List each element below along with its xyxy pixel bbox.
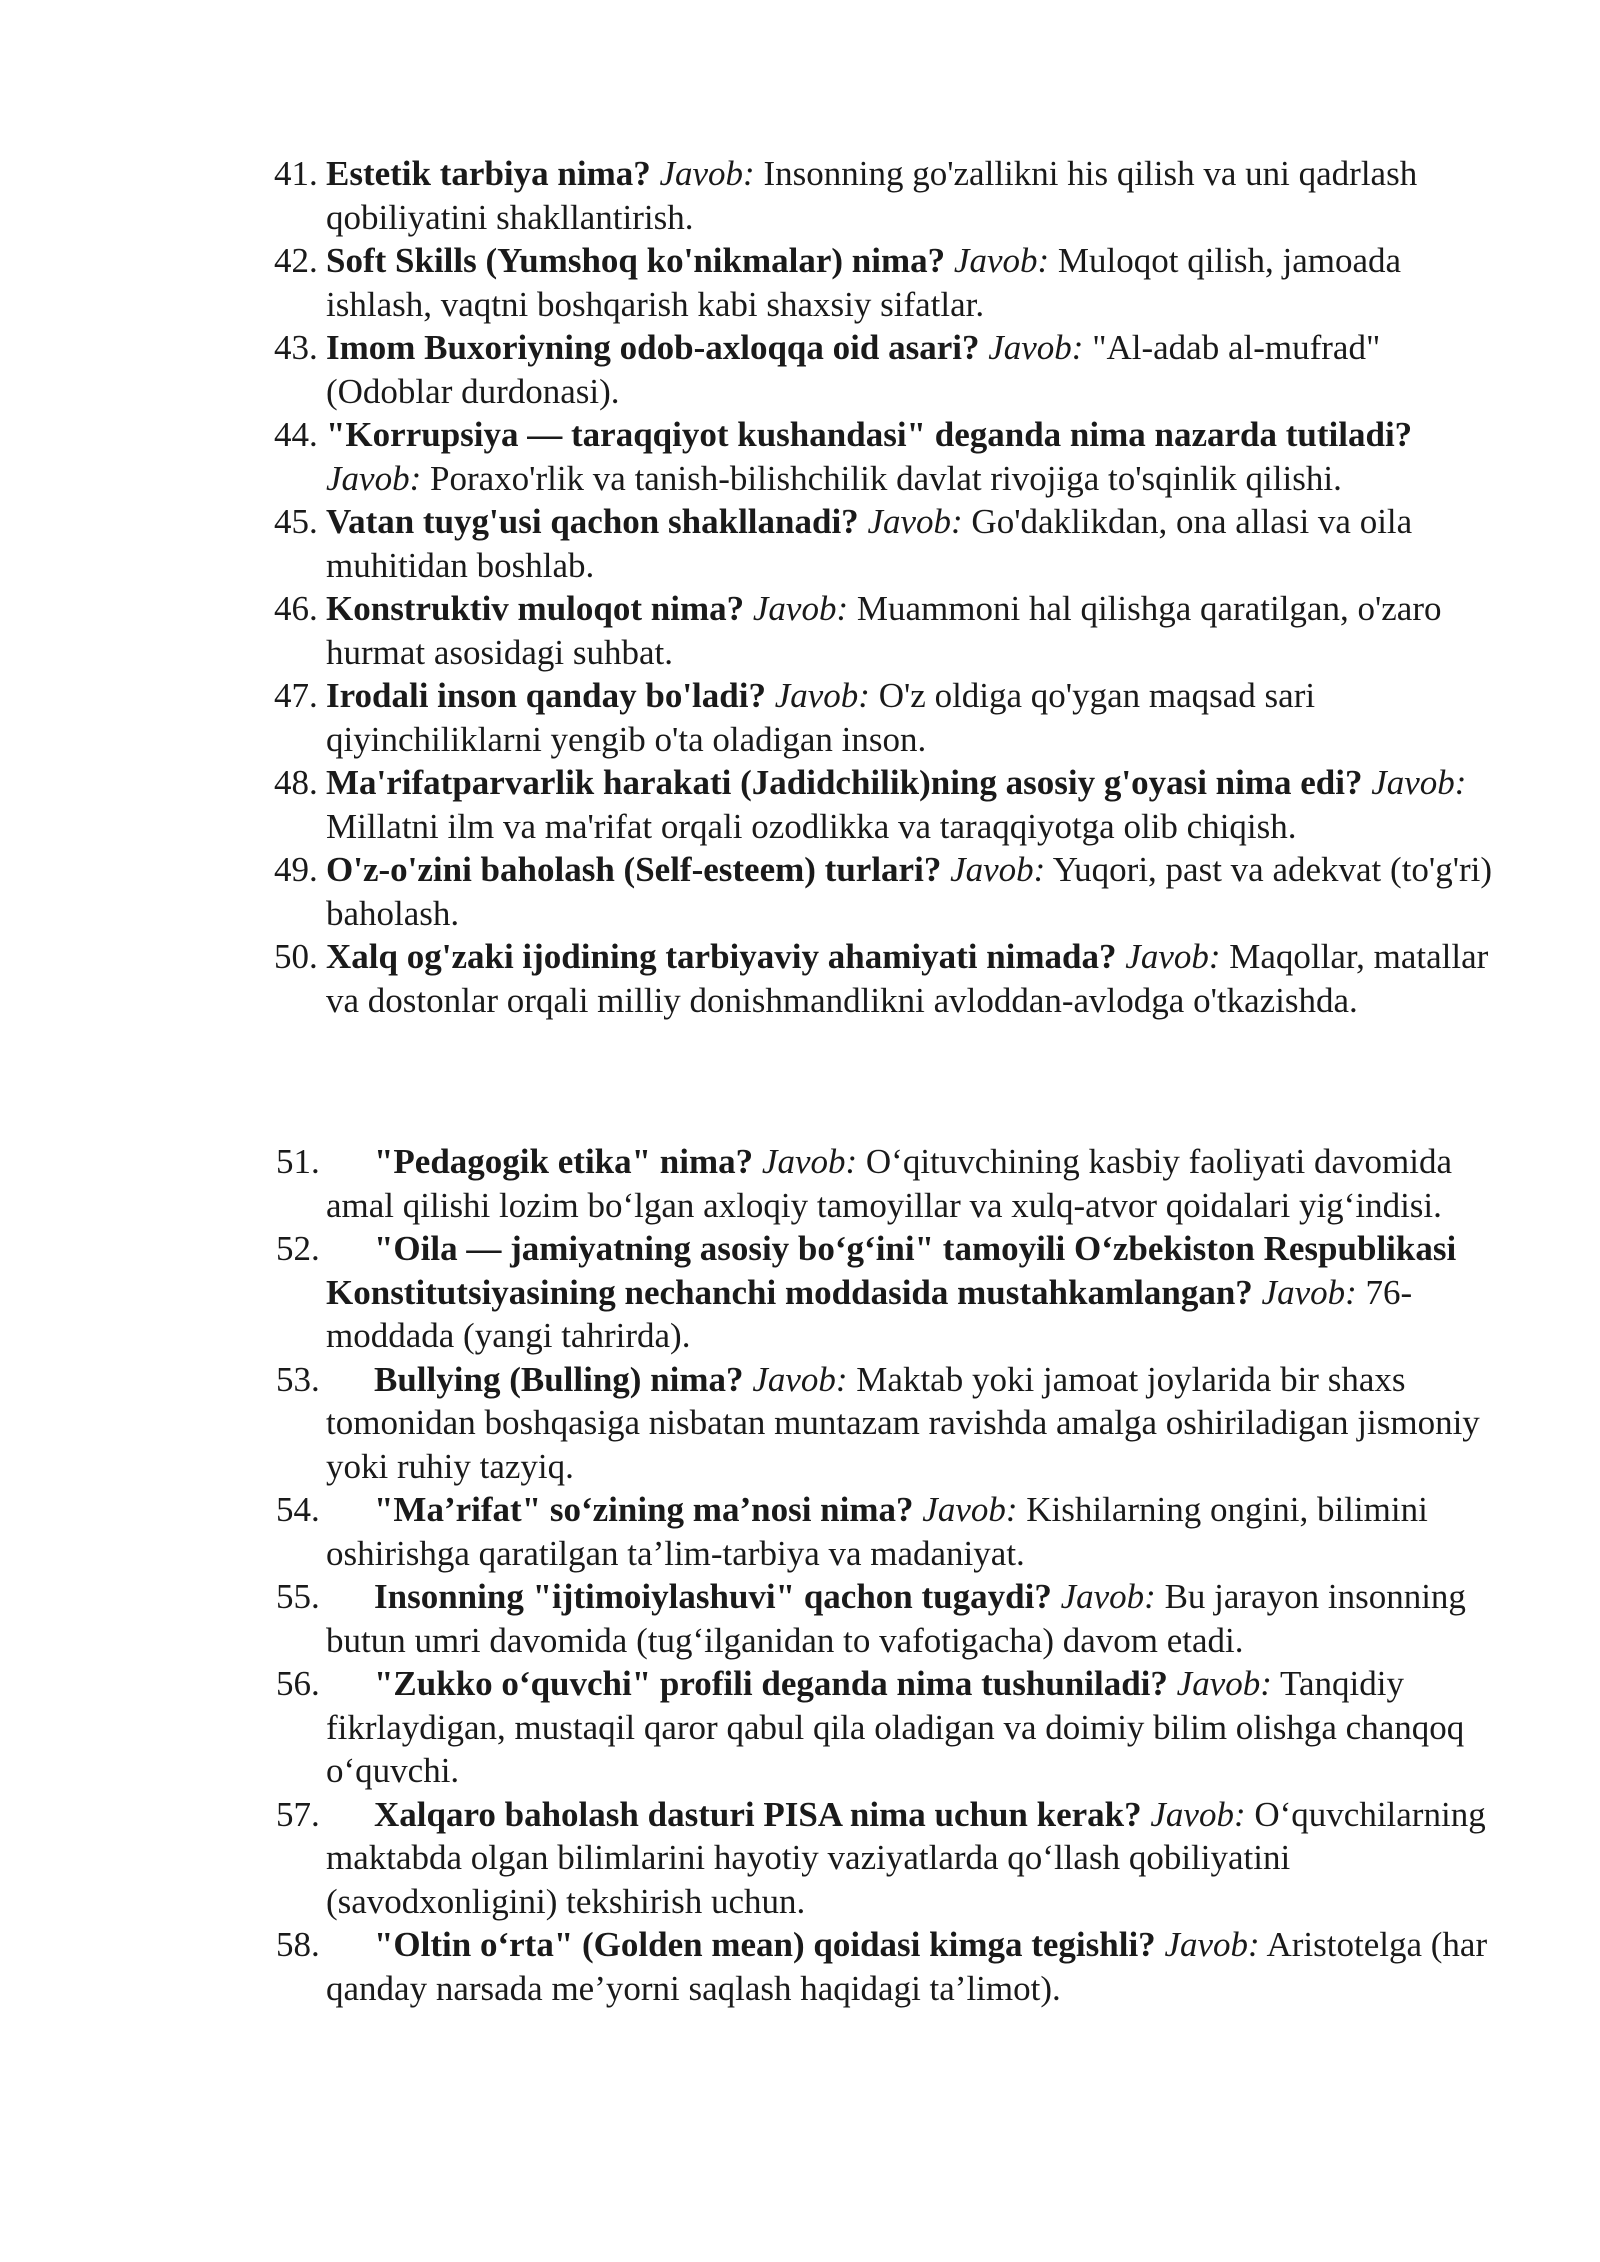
question-text: Konstruktiv muloqot nima? — [326, 589, 745, 628]
answer-text: "Al-adab al-mufrad" (Odoblar durdonasi). — [326, 328, 1381, 411]
answer-text: Aristotelga (har qanday narsada me’yorni saqlash haqidagi ta’limot). — [326, 1925, 1488, 2008]
question-text: Soft Skills (Yumshoq ko'nikmalar) nima? — [326, 241, 946, 280]
question-text: Estetik tarbiya nima? — [326, 154, 651, 193]
question-number: 47. — [274, 676, 318, 715]
question-item — [0, 1358, 1600, 1489]
question-item — [0, 1140, 1600, 1227]
answer-label: Javob: — [1176, 1664, 1272, 1703]
answer-label: Javob: — [774, 676, 870, 715]
answer-label: Javob: — [752, 589, 849, 628]
question-number: 50. — [274, 937, 318, 976]
answer-label: Javob: — [1125, 937, 1221, 976]
question-number: 41. — [274, 154, 318, 193]
question-item — [0, 413, 1600, 500]
question-item — [0, 1575, 1600, 1662]
answer-text: Go'daklikdan, ona allasi va oila muhitidan boshlab. — [326, 502, 1413, 585]
question-number: 58. — [276, 1925, 320, 1964]
answer-text: Millatni ilm va ma'rifat orqali ozodlikka va taraqqiyotga olib chiqish. — [326, 806, 1297, 846]
question-number: 57. — [276, 1794, 320, 1834]
question-item — [0, 761, 1600, 848]
answer-label: Javob: — [1060, 1577, 1156, 1616]
question-text: Ma'rifatparvarlik harakati (Jadidchilik)ning asosiy g'oyasi nima edi? — [326, 763, 1363, 802]
answer-label: Javob: — [1164, 1925, 1260, 1964]
question-item — [0, 1227, 1600, 1358]
question-number: 54. — [276, 1490, 320, 1529]
question-item — [0, 848, 1600, 935]
question-item — [0, 1488, 1600, 1575]
question-text: "Oila — jamiyatning asosiy bo‘g‘ini" tamoyili O‘zbekiston Respublikasi Konstitutsiyasining nechanchi moddasida mustahkamlangan? — [326, 1229, 1457, 1312]
question-item — [0, 326, 1600, 413]
answer-label: Javob: — [950, 850, 1046, 889]
answer-text: O‘quvchilarning maktabda olgan bilimlarini hayotiy vaziyatlarda qo‘llash qobiliyatini (savodxonligini) tekshirish uchun. — [326, 1794, 1486, 1921]
question-item — [0, 1793, 1600, 1924]
question-text: Xalq og'zaki ijodining tarbiyaviy ahamiyati nimada? — [326, 937, 1117, 976]
answer-text: Maktab yoki jamoat joylarida bir shaxs tomonidan boshqasiga nisbatan muntazam ravishda amalga oshiriladigan jismoniy yoki ruhiy tazyiq. — [326, 1359, 1480, 1486]
answer-text: Muammoni hal qilishga qaratilgan, o'zaro hurmat asosidagi suhbat. — [326, 589, 1442, 672]
question-text: O'z-o'zini baholash (Self-esteem) turlari? — [326, 850, 942, 889]
answer-label: Javob: — [953, 241, 1050, 280]
question-number: 42. — [274, 241, 318, 280]
question-number: 44. — [274, 415, 318, 454]
question-text: "Pedagogik etika" nima? — [374, 1142, 754, 1181]
answer-text: 76-moddada (yangi tahrirda). — [326, 1272, 1413, 1355]
question-item — [0, 1662, 1600, 1793]
question-item — [0, 500, 1600, 587]
question-item — [0, 152, 1600, 239]
question-number: 55. — [276, 1577, 320, 1616]
answer-text: O'z oldiga qo'ygan maqsad sari qiyinchiliklarni yengib o'ta oladigan inson. — [326, 676, 1316, 759]
question-text: "Ma’rifat" so‘zining ma’nosi nima? — [374, 1490, 914, 1529]
question-number: 52. — [276, 1229, 320, 1268]
question-number: 43. — [274, 328, 318, 367]
answer-label: Javob: — [752, 1359, 848, 1399]
question-text: Irodali inson qanday bo'ladi? — [326, 676, 766, 715]
question-item — [0, 674, 1600, 761]
question-number: 56. — [276, 1664, 320, 1703]
question-item — [0, 587, 1600, 674]
answer-text: Kishilarning ongini, bilimini oshirishga qaratilgan ta’lim-tarbiya va madaniyat. — [326, 1490, 1428, 1573]
question-text: Imom Buxoriyning odob-axloqqa oid asari? — [326, 328, 980, 367]
answer-label: Javob: — [659, 154, 755, 193]
answer-text: Muloqot qilish, jamoada ishlash, vaqtni boshqarish kabi shaxsiy sifatlar. — [326, 241, 1402, 324]
question-text: "Korrupsiya — taraqqiyot kushandasi" deganda nima nazarda tutiladi? — [326, 415, 1413, 454]
question-text: Bullying (Bulling) nima? — [374, 1359, 744, 1399]
answer-text: Bu jarayon insonning butun umri davomida (tug‘ilganidan to vafotigacha) davom etadi. — [326, 1577, 1466, 1660]
question-number: 45. — [274, 502, 318, 541]
answer-label: Javob: — [1371, 763, 1467, 802]
answer-text: Tanqidiy fikrlaydigan, mustaqil qaror qabul qila oladigan va doimiy bilim olishga chanqoq o‘quvchi. — [326, 1664, 1465, 1790]
question-item — [0, 1923, 1600, 2010]
question-item — [0, 935, 1600, 1022]
answer-text: Yuqori, past va adekvat (to'g'ri) baholash. — [326, 850, 1493, 933]
question-number: 46. — [274, 589, 318, 628]
question-list-41-50 — [0, 152, 1600, 1022]
answer-label: Javob: — [1150, 1794, 1246, 1834]
question-number: 53. — [276, 1359, 320, 1399]
answer-text: O‘qituvchining kasbiy faoliyati davomida amal qilishi lozim bo‘lgan axloqiy tamoyillar va xulq-atvor qoidalari yig‘indisi. — [326, 1142, 1453, 1225]
answer-label: Javob: — [761, 1142, 858, 1181]
answer-label: Javob: — [922, 1490, 1018, 1529]
question-number: 51. — [276, 1142, 320, 1181]
question-text: "Zukko o‘quvchi" profili deganda nima tushuniladi? — [374, 1664, 1168, 1703]
question-item — [0, 239, 1600, 326]
question-text: Xalqaro baholash dasturi PISA nima uchun kerak? — [374, 1794, 1142, 1834]
answer-label: Javob: — [1261, 1272, 1357, 1312]
answer-text: Maqollar, matallar va dostonlar orqali milliy donishmandlikni avloddan-avlodga o'tkazishda. — [326, 937, 1489, 1020]
question-list-51-58 — [0, 1140, 1600, 2010]
question-number: 48. — [274, 763, 318, 802]
answer-label: Javob: — [988, 328, 1084, 367]
answer-text: Poraxo'rlik va tanish-bilishchilik davlat rivojiga to'sqinlik qilishi. — [429, 458, 1342, 498]
answer-label: Javob: — [867, 502, 963, 541]
question-text: "Oltin o‘rta" (Golden mean) qoidasi kimga tegishli? — [374, 1925, 1156, 1964]
question-text: Insonning "ijtimoiylashuvi" qachon tugaydi? — [374, 1577, 1052, 1616]
answer-text: Insonning go'zallikni his qilish va uni qadrlash qobiliyatini shakllantirish. — [326, 154, 1418, 237]
question-text: Vatan tuyg'usi qachon shakllanadi? — [326, 502, 859, 541]
question-number: 49. — [274, 850, 318, 889]
answer-label: Javob: — [326, 458, 422, 498]
